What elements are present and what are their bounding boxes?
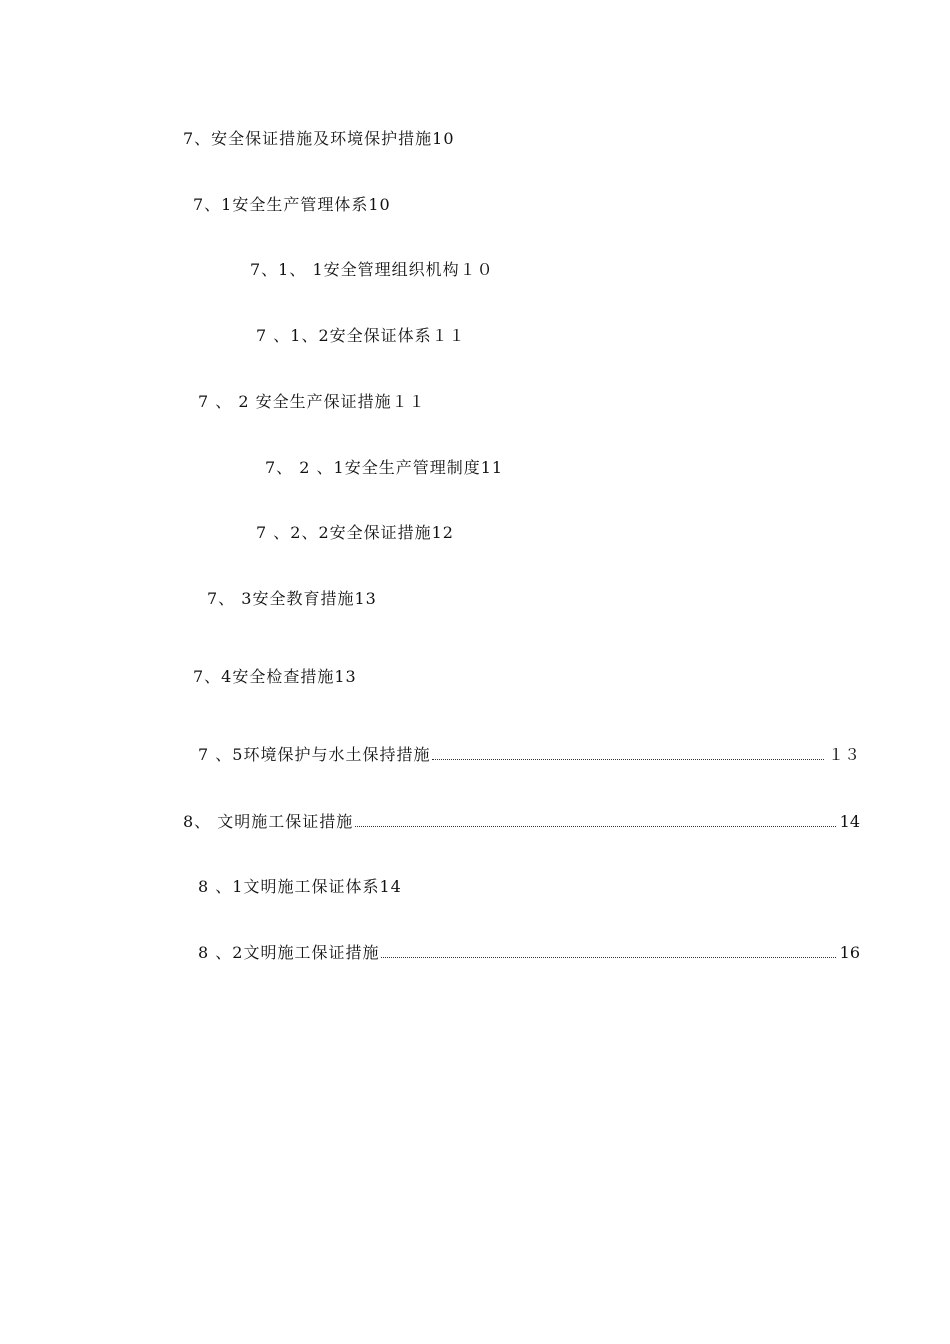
dot-leader: [355, 826, 835, 827]
toc-entry-7-2-2[interactable]: [256, 522, 454, 544]
toc-page-number: １３: [827, 745, 860, 764]
toc-entry-7-1-2[interactable]: [256, 325, 466, 347]
toc-entry-text: 7 、 2 安全生产保证措施１１: [198, 392, 426, 411]
toc-entry-text: 7、 3安全教育措施13: [207, 589, 377, 608]
toc-entry-7-3[interactable]: [207, 588, 377, 610]
toc-entry-8[interactable]: [183, 811, 860, 833]
toc-entry-text: 7、1安全生产管理体系10: [193, 195, 391, 214]
toc-entry-7-5[interactable]: [198, 744, 860, 766]
toc-page-number: 14: [839, 812, 860, 831]
toc-entry-text: 7、安全保证措施及环境保护措施10: [183, 129, 455, 148]
toc-entry-text: 8 、1文明施工保证体系14: [198, 877, 402, 896]
toc-entry-7-1[interactable]: [193, 194, 391, 216]
dot-leader: [381, 957, 835, 958]
toc-entry-text: 8 、2文明施工保证措施: [198, 943, 380, 962]
toc-entry-text: 7 、2、2安全保证措施12: [256, 523, 454, 542]
toc-entry-text: 7 、1、2安全保证体系１１: [256, 326, 466, 345]
toc-entry-7-4[interactable]: [193, 666, 357, 688]
toc-entry-text: 7 、5环境保护与水土保持措施: [198, 745, 431, 764]
toc-entry-8-1[interactable]: [198, 876, 402, 898]
toc-entry-7-2-1[interactable]: [265, 457, 503, 479]
dot-leader: [432, 759, 824, 760]
toc-entry-7-2[interactable]: [198, 391, 426, 413]
toc-entry-7[interactable]: [183, 128, 455, 150]
toc-entry-8-2[interactable]: [198, 942, 860, 964]
toc-entry-text: 7、1、 1安全管理组织机构１０: [250, 260, 494, 279]
toc-entry-text: 7、4安全检查措施13: [193, 667, 357, 686]
toc-entry-7-1-1[interactable]: [250, 259, 494, 281]
toc-entry-text: 8、 文明施工保证措施: [183, 812, 354, 831]
toc-entry-text: 7、 2 、1安全生产管理制度11: [265, 458, 504, 477]
toc-page-number: 16: [839, 943, 860, 962]
